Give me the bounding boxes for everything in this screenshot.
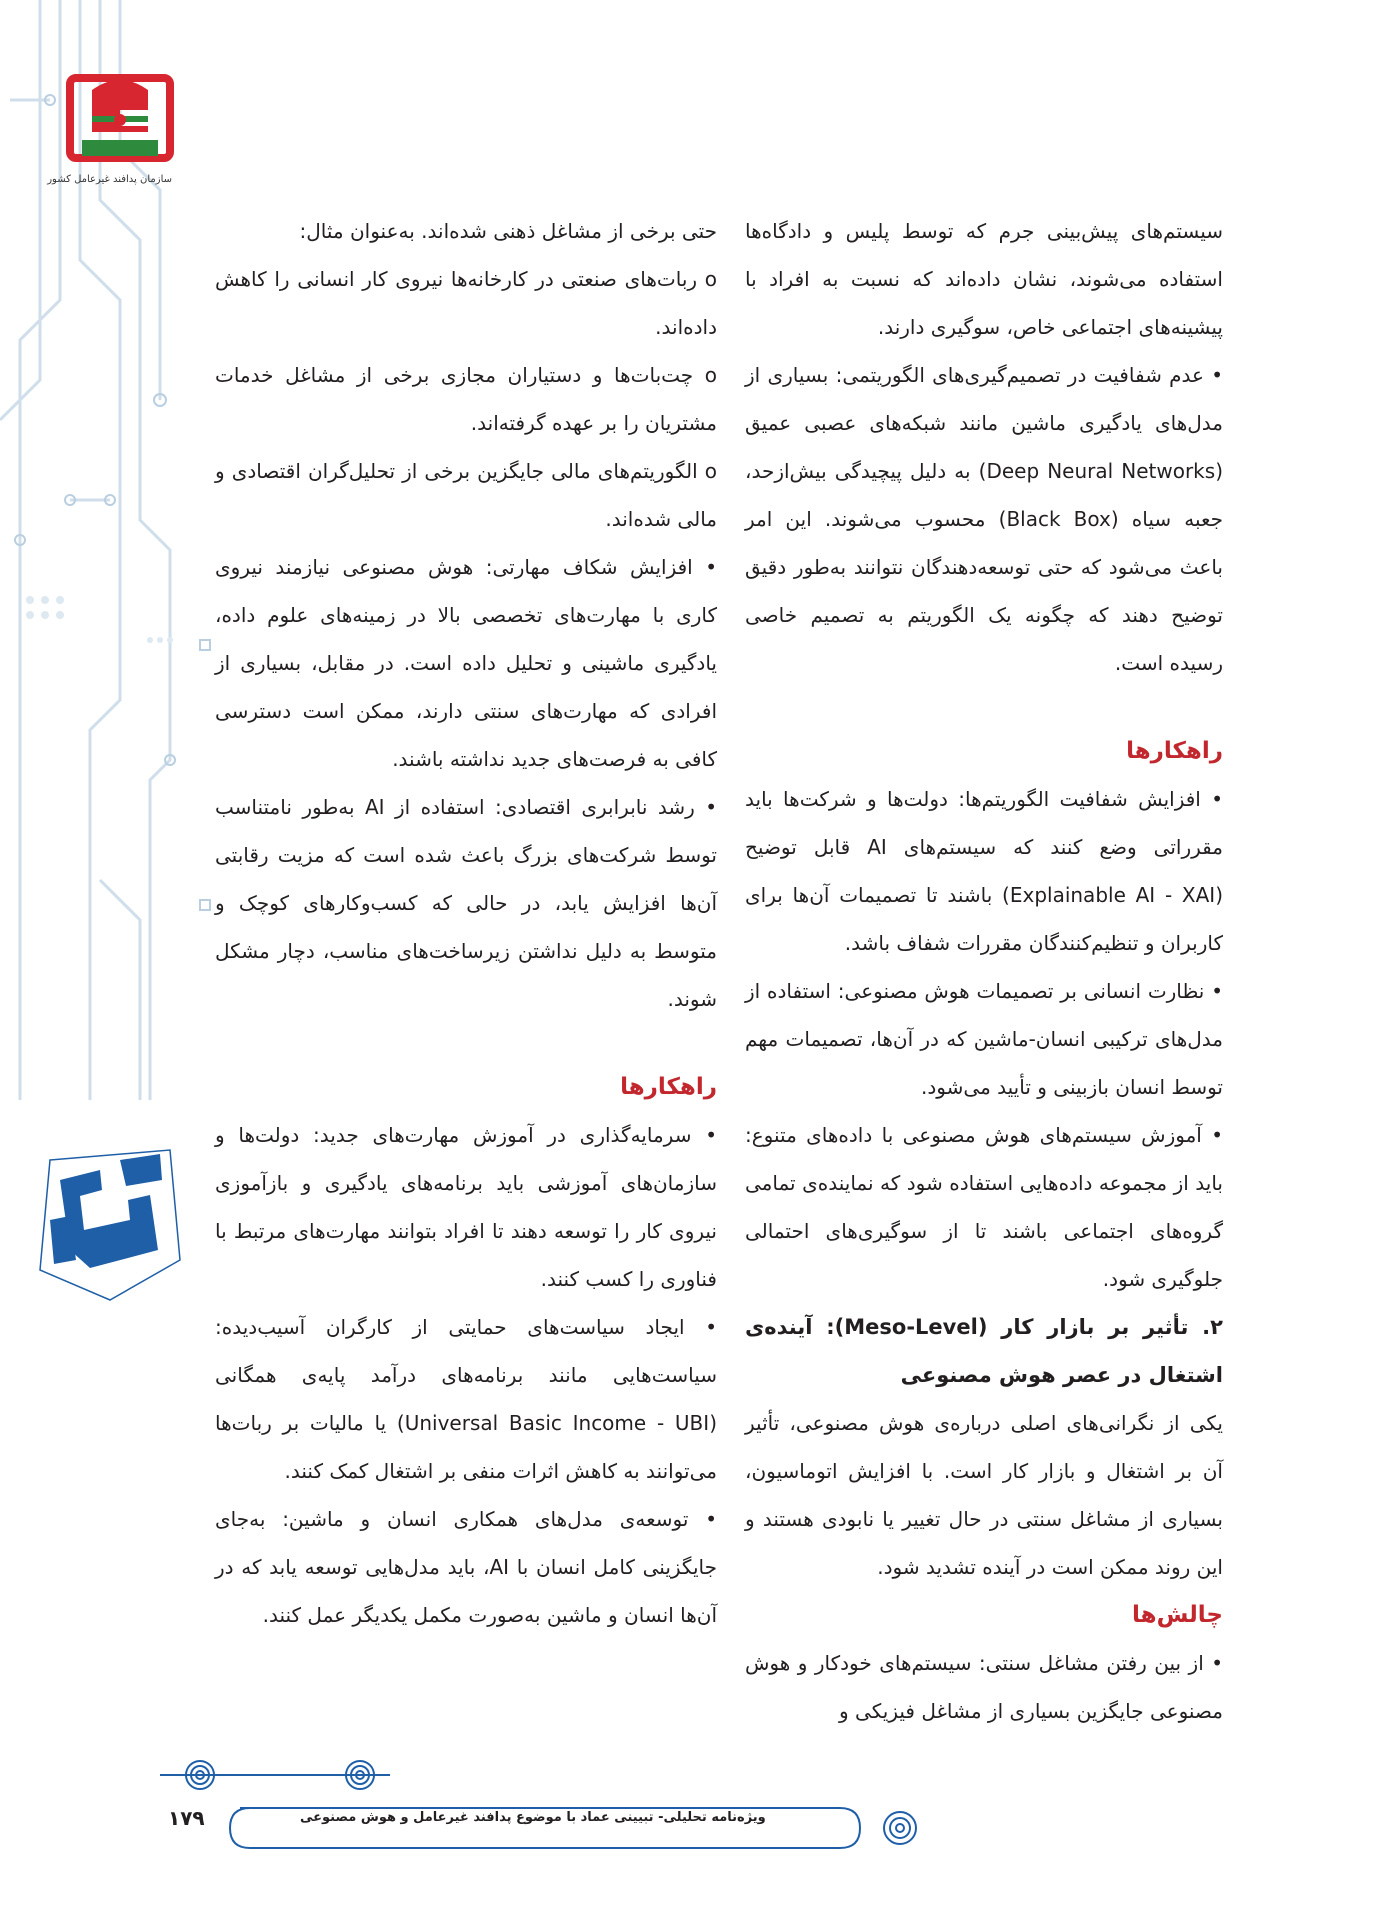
- section-heading: راهکارها: [620, 1074, 717, 1100]
- paragraph: • افزایش شکاف مهارتی: هوش مصنوعی نیازمند نیروی کاری با مهارت‌های تخصصی بالا در زمینه‌های علوم داده، یادگیری ماشینی و تحلیل داده است. در مقابل، بسیاری از افرادی که مهارت‌های سنتی دارند، ممکن است دسترسی کافی به فرصت‌های جدید نداشته باشند.: [215, 555, 717, 771]
- section-heading: راهکارها: [1126, 738, 1223, 764]
- list-item: o ربات‌های صنعتی در کارخانه‌ها نیروی کار انسانی را کاهش داده‌اند.: [215, 267, 717, 339]
- paragraph: • توسعه‌ی مدل‌های همکاری انسان و ماشین: به‌جای جایگزینی کامل انسان با AI، باید مدل‌هایی توسعه یابد که در آن‌ها انسان و ماشین به‌صورت مکمل یکدیگر عمل کنند.: [215, 1507, 717, 1627]
- paragraph: • رشد نابرابری اقتصادی: استفاده از AI به‌طور نامتناسب توسط شرکت‌های بزرگ باعث شده است که مزیت رقابتی آن‌ها افزایش یابد، در حالی که کسب‌وکارهای کوچک و متوسط به دلیل نداشتن زیرساخت‌های مناسب، دچار مشکل شوند.: [215, 795, 717, 1011]
- right-column: [745, 207, 1223, 1735]
- paragraph: • از بین رفتن مشاغل سنتی: سیستم‌های خودکار و هوش مصنوعی جایگزین بسیاری از مشاغل فیزیکی و: [745, 1651, 1223, 1723]
- organization-logo-caption: سازمان پدافند غیرعامل کشور: [47, 174, 172, 185]
- subsection-heading: ۲. تأثیر بر بازار کار (Meso-Level): آینده‌ی اشتغال در عصر هوش مصنوعی: [745, 1315, 1223, 1387]
- footer-title: ویژه‌نامه تحلیلی- تبیینی عماد با موضوع پدافند غیرعامل و هوش مصنوعی: [300, 1810, 766, 1825]
- list-item: o چت‌بات‌ها و دستیاران مجازی برخی از مشاغل خدمات مشتریان را بر عهده گرفته‌اند.: [215, 363, 717, 435]
- paragraph: یکی از نگرانی‌های اصلی درباره‌ی هوش مصنوعی، تأثیر آن بر اشتغال و بازار کار است. با افزایش اتوماسیون، بسیاری از مشاغل سنتی در حال تغییر یا نابودی هستند و این روند ممکن است در آینده تشدید شود.: [745, 1411, 1223, 1579]
- paragraph: • نظارت انسانی بر تصمیمات هوش مصنوعی: استفاده از مدل‌های ترکیبی انسان-ماشین که در آن‌ها، تصمیمات مهم توسط انسان بازبینی و تأیید می‌شود.: [745, 979, 1223, 1099]
- paragraph: • افزایش شفافیت الگوریتم‌ها: دولت‌ها و شرکت‌ها باید مقرراتی وضع کنند که سیستم‌های AI قابل توضیح (Explainable AI - XAI) باشند تا تصمیمات آن‌ها برای کاربران و تنظیم‌کنندگان مقررات شفاف باشد.: [745, 787, 1223, 955]
- imad-logo: [30, 1140, 190, 1305]
- paragraph: • ایجاد سیاست‌های حمایتی از کارگران آسیب‌دیده: سیاست‌هایی مانند برنامه‌های درآمد پایه‌ی همگانی (Universal Basic Income - UBI) یا مالیات بر ربات‌ها می‌توانند به کاهش اثرات منفی بر اشتغال کمک کنند.: [215, 1315, 717, 1483]
- paragraph: سیستم‌های پیش‌بینی جرم که توسط پلیس و دادگاه‌ها استفاده می‌شوند، نشان داده‌اند که نسبت به افراد با پیشینه‌های اجتماعی خاص، سوگیری دارند.: [745, 219, 1223, 339]
- list-item: o الگوریتم‌های مالی جایگزین برخی از تحلیل‌گران اقتصادی و مالی شده‌اند.: [215, 459, 717, 531]
- page-number: ۱۷۹: [168, 1806, 205, 1830]
- paragraph: • سرمایه‌گذاری در آموزش مهارت‌های جدید: دولت‌ها و سازمان‌های آموزشی باید برنامه‌های یادگیری و بازآموزی نیروی کار را توسعه دهند تا افراد بتوانند مهارت‌های مرتبط با فناوری را کسب کنند.: [215, 1123, 717, 1291]
- section-heading: چالش‌ها: [1132, 1602, 1223, 1628]
- organization-logo: [47, 70, 180, 190]
- paragraph: • آموزش سیستم‌های هوش مصنوعی با داده‌های متنوع: باید از مجموعه داده‌هایی استفاده شود که نماینده‌ی تمامی گروه‌های اجتماعی باشند تا از سوگیری‌های احتمالی جلوگیری شود.: [745, 1123, 1223, 1291]
- left-column: [215, 207, 717, 1639]
- paragraph: حتی برخی از مشاغل ذهنی شده‌اند. به‌عنوان مثال:: [299, 219, 717, 243]
- paragraph: • عدم شفافیت در تصمیم‌گیری‌های الگوریتمی: بسیاری از مدل‌های یادگیری ماشین مانند شبکه‌های عصبی عمیق (Deep Neural Networks) به دلیل پیچیدگی بیش‌ازحد، جعبه سیاه (Black Box) محسوب می‌شوند. این امر باعث می‌شود که حتی توسعه‌دهندگان نتوانند به‌طور دقیق توضیح دهند که چگونه یک الگوریتم به تصمیم خاصی رسیده است.: [745, 363, 1224, 675]
